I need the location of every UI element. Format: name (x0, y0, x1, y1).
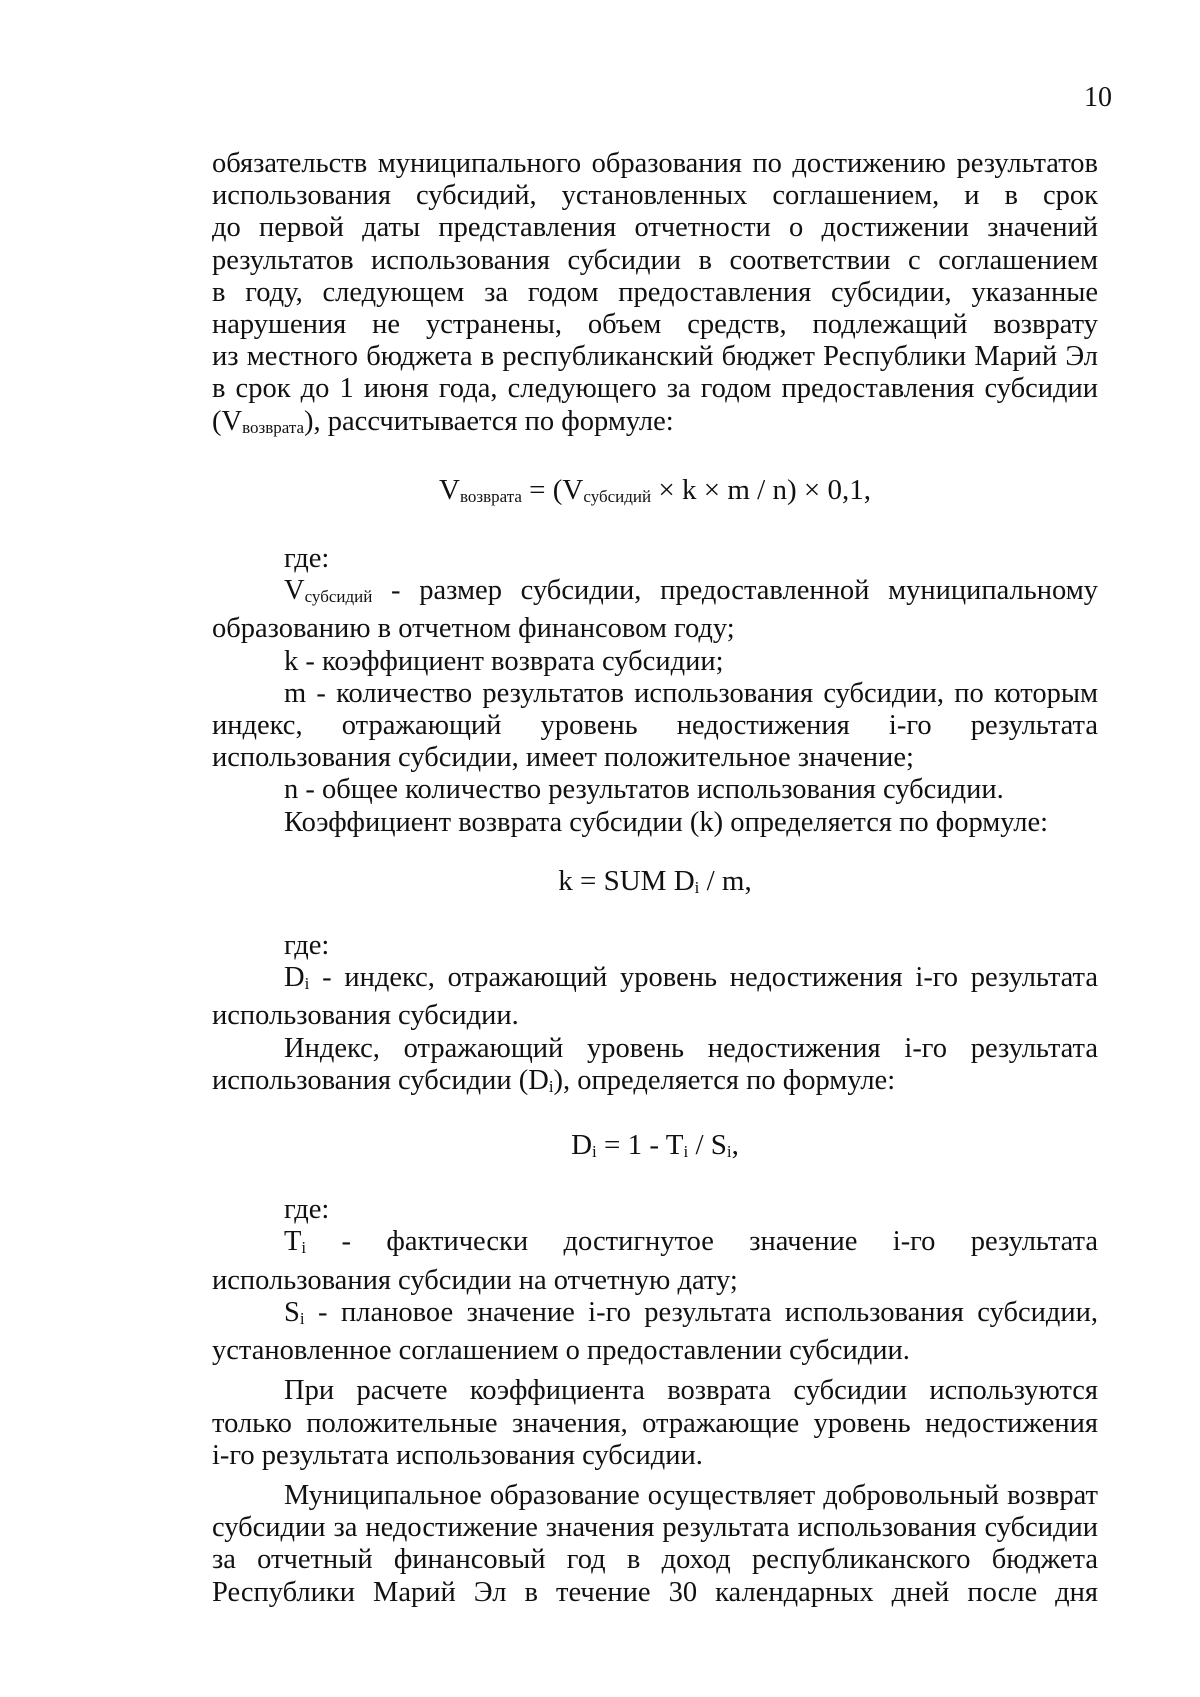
subscript: субсидий (583, 486, 652, 506)
text-line: образованию в отчетном финансовом году; (212, 613, 735, 645)
spacer (212, 1367, 1098, 1375)
text-line: использования субсидии на отчетную дату; (212, 1264, 738, 1296)
text-fragment: ), рассчитывается по формуле: (304, 405, 674, 437)
formula-part: D (571, 1129, 593, 1162)
document-body (212, 148, 1098, 1609)
text-line: из местного бюджета в республиканский бюджет Республики Марий Эл (212, 341, 1098, 373)
formula-part: = 1 - T (596, 1129, 684, 1162)
definition-si (212, 1297, 1098, 1335)
text-line: обязательств муниципального образования по достижению результатов (212, 148, 1098, 179)
paragraph-positive-values: При расчете коэффициента возврата субсидии используются (284, 1375, 1098, 1407)
subscript: i (683, 1142, 689, 1162)
k-formula-intro: Коэффициент возврата субсидии (k) определяется по формуле: (284, 806, 1049, 838)
text-fragment: ), определяется по формуле: (553, 1064, 896, 1096)
text-line: в срок до 1 июня года, следующего за годом предоставления субсидии (212, 373, 1098, 405)
formula-part: D (284, 962, 305, 994)
text-line: за отчетный финансовый год в доход республиканского бюджета (212, 1544, 1098, 1576)
definition-k: k - коэффициент возврата субсидии; (284, 645, 724, 677)
subscript: субсидий (304, 587, 373, 607)
text-line (212, 1065, 1098, 1103)
page-number: 10 (1084, 82, 1112, 113)
formula-part: / m, (699, 864, 752, 897)
subscript: i (548, 1076, 554, 1096)
subscript: возврата (459, 486, 522, 506)
formula-return-volume (212, 474, 1098, 513)
subscript: i (694, 877, 700, 897)
definition-ti (212, 1226, 1098, 1264)
formula-part: , (731, 1129, 739, 1162)
formula-part: = (V (521, 473, 584, 506)
text-line: i-го результата использования субсидии. (212, 1439, 703, 1471)
spacer (212, 839, 1098, 865)
formula-part: / S (688, 1129, 727, 1162)
text-line: до первой даты представления отчетности о достижении значений (212, 212, 1098, 244)
definition-di (212, 962, 1098, 1000)
paragraph-return-volume (212, 148, 1098, 406)
subscript: i (299, 1308, 305, 1328)
definition-n: n - общее количество результатов использования субсидии. (284, 774, 1004, 806)
text-line (212, 406, 1098, 444)
formula-di (212, 1129, 1098, 1168)
subscript: i (592, 1142, 597, 1162)
formula-k (212, 865, 1098, 904)
text-line: только положительные значения, отражающие уровень недостижения (212, 1407, 1098, 1439)
spacer (212, 1472, 1098, 1480)
text-line: индекс, отражающий уровень недостижения i-го результата (212, 710, 1098, 742)
text-line: установленное соглашением о предоставлении субсидии. (212, 1335, 910, 1367)
formula-part: V (284, 575, 305, 607)
where-label: где: (284, 930, 330, 962)
spacer (212, 1103, 1098, 1129)
text-line: использования субсидий, установленных соглашением, и в срок (212, 180, 1098, 212)
text-fragment: - размер субсидии, предоставленной муниципальному (372, 575, 1098, 607)
formula-part: T (284, 1226, 302, 1258)
where-label: где: (284, 1194, 330, 1226)
text-line: использования субсидии, имеет положительное значение; (212, 742, 914, 774)
definition-m: m - количество результатов использования субсидии, по которым (284, 677, 1098, 709)
formula-part: × k × m / n) × 0,1, (651, 473, 871, 506)
spacer (212, 513, 1098, 543)
subscript: i (726, 1142, 732, 1162)
subscript: i (301, 1238, 307, 1258)
formula-part: k = SUM D (558, 864, 695, 897)
definition-vsubsidy (212, 575, 1098, 613)
where-label: где: (284, 543, 330, 575)
text-fragment: (V (212, 405, 243, 437)
text-line: Республики Марий Эл в течение 30 календарных дней после дня (212, 1576, 1098, 1608)
text-line: нарушения не устранены, объем средств, подлежащий возврату (212, 309, 1098, 341)
formula-part: S (284, 1296, 300, 1328)
subscript: возврата (242, 417, 305, 437)
text-line: субсидии за недостижение значения результата использования субсидии (212, 1512, 1098, 1544)
spacer (212, 444, 1098, 474)
spacer (212, 904, 1098, 930)
subscript: i (304, 974, 310, 994)
paragraph-voluntary-return: Муниципальное образование осуществляет добровольный возврат (284, 1479, 1098, 1511)
text-fragment: - плановое значение i-го результата использования субсидии, (304, 1296, 1098, 1328)
formula-part: V (439, 473, 460, 506)
text-fragment: - индекс, отражающий уровень недостижения i-го результата (309, 962, 1098, 994)
text-line: в году, следующем за годом предоставления субсидии, указанные (212, 276, 1098, 308)
text-line: использования субсидии. (212, 1000, 519, 1032)
text-fragment: - фактически достигнутое значение i-го результата (306, 1226, 1098, 1258)
text-fragment: использования субсидии (D (212, 1064, 549, 1096)
spacer (212, 1168, 1098, 1194)
index-intro: Индекс, отражающий уровень недостижения i-го результата (284, 1032, 1098, 1064)
text-line: результатов использования субсидии в соответствии с соглашением (212, 244, 1098, 276)
